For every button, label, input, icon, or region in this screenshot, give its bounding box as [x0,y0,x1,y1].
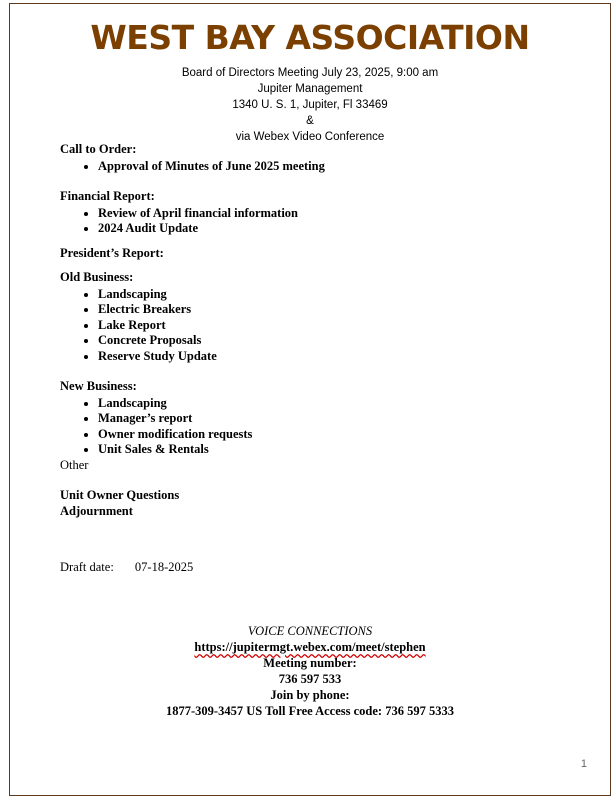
list-item: • Electric Breakers [98,302,600,318]
old-business-list [60,287,600,365]
document-title: WEST BAY ASSOCIATION [90,18,530,57]
meeting-number-label: Meeting number: [263,656,357,670]
list-item: • Owner modification requests [98,427,600,443]
voice-connections [10,623,610,719]
list-item: • Lake Report [98,318,600,334]
list-item: • Approval of Minutes of June 2025 meeting [98,159,600,175]
agenda [60,142,600,519]
draft-date-line [60,560,193,575]
old-business-title: Old Business: [60,270,134,284]
list-item: • Review of April financial information [98,206,600,222]
document-page [9,3,611,796]
call-to-order-list [60,159,600,175]
list-item: • Manager’s report [98,411,600,427]
call-to-order-title: Call to Order: [60,142,137,156]
other-label: Other [60,457,89,472]
draft-date-label: Draft date: [60,560,114,574]
list-item: • Reserve Study Update [98,349,600,365]
meeting-header [10,65,610,145]
list-item: • 2024 Audit Update [98,221,600,237]
meeting-number: 736 597 533 [278,672,342,686]
address-line: 1340 U. S. 1, Jupiter, Fl 33469 [232,99,388,111]
phone-details: 1877-309-3457 US Toll Free Access code: 736 597 5333 [166,704,454,718]
meeting-line: Board of Directors Meeting July 23, 2025, 9:00 am [181,67,439,79]
voice-connections-title: VOICE CONNECTIONS [247,624,373,638]
page-number: 1 [580,758,587,770]
ampersand-line: & [306,115,314,127]
list-item: • Unit Sales & Rentals [98,442,600,458]
join-by-phone-label: Join by phone: [270,688,350,702]
new-business-title: New Business: [60,379,137,393]
financial-report-title: Financial Report: [60,189,155,203]
presidents-report-title: President’s Report: [60,245,164,260]
financial-report-list [60,206,600,237]
management-line: Jupiter Management [257,83,363,95]
list-item: • Landscaping [98,396,600,412]
list-item: • Concrete Proposals [98,333,600,349]
webex-line: via Webex Video Conference [235,131,385,143]
draft-date-value: 07-18-2025 [134,560,194,574]
list-item: • Landscaping [98,287,600,303]
unit-owner-questions: Unit Owner Questions [60,488,180,502]
adjournment: Adjournment [60,503,133,518]
new-business-list [60,396,600,458]
webex-link[interactable]: https://jupitermgt.webex.com/meet/stephen [194,640,426,654]
